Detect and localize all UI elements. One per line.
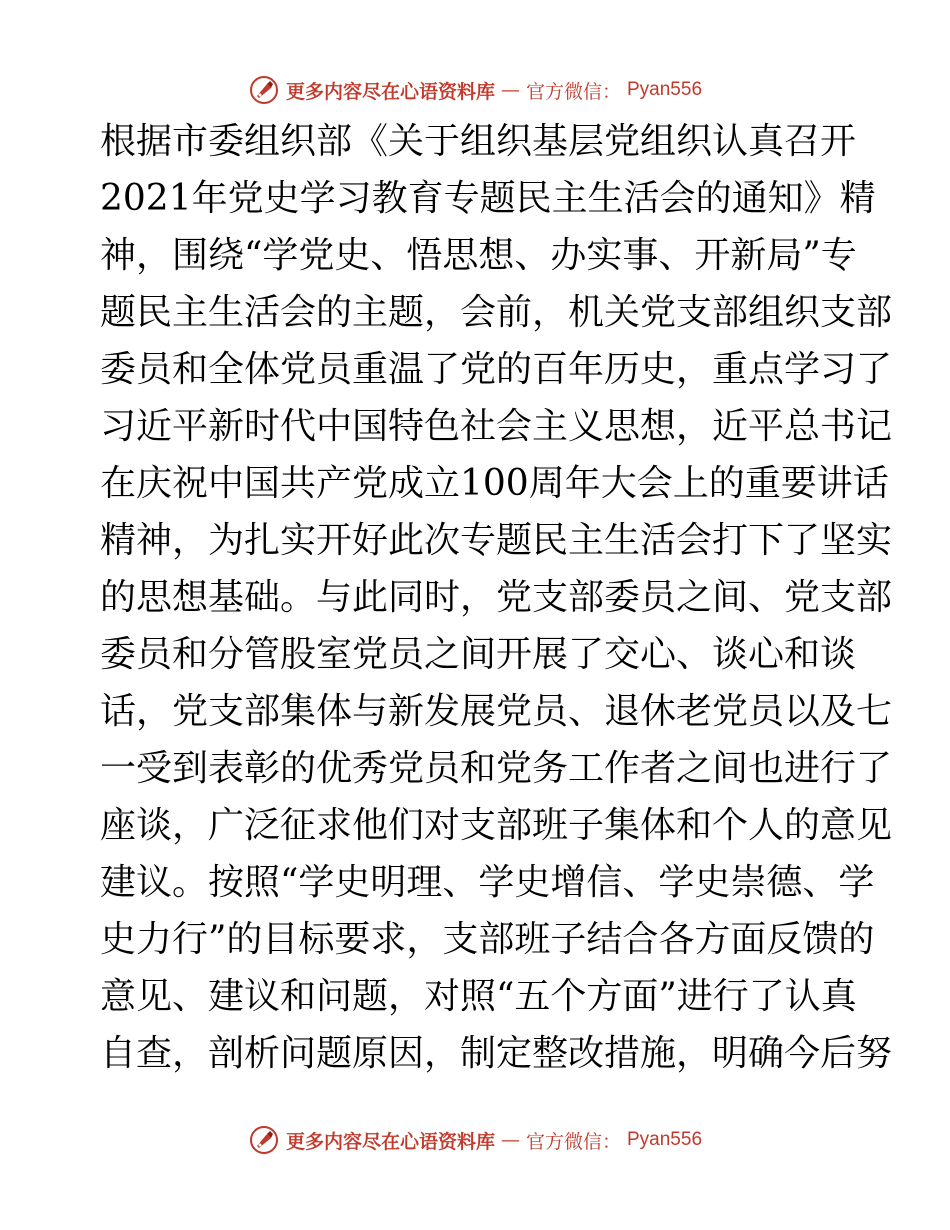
header-watermark [0, 70, 950, 110]
text-line: 史力行”的目标要求，支部班子结合各方面反馈的 [100, 919, 875, 960]
text-line: 座谈，广泛征求他们对支部班子集体和个人的意见 [100, 805, 893, 846]
text-line: 习近平新时代中国特色社会主义思想，近平总书记 [100, 406, 893, 447]
footer-watermark [0, 1120, 950, 1160]
text-line: 根据市委组织部《关于组织基层党组织认真召开 [100, 121, 857, 162]
text-line: 意见、建议和问题，对照“五个方面”进行了认真 [100, 976, 857, 1017]
text-line: 题民主生活会的主题，会前，机关党支部组织支部 [100, 292, 893, 333]
text-line: 精神，为扎实开好此次专题民主生活会打下了坚实 [100, 520, 893, 561]
watermark-separator: — [500, 1129, 520, 1151]
pen-nib-logo-icon [248, 1124, 280, 1156]
text-line: 2021年党史学习教育专题民主生活会的通知》精 [100, 178, 876, 219]
pen-nib-logo-icon [248, 74, 280, 106]
text-line: 的思想基础。与此同时，党支部委员之间、党支部 [100, 577, 893, 618]
watermark-text: 更多内容尽在心语资料库 [285, 1130, 495, 1153]
text-line: 在庆祝中国共产党成立100周年大会上的重要讲话 [100, 463, 889, 504]
text-line: 建议。按照“学史明理、学史增信、学史崇德、学 [100, 862, 875, 903]
text-line: 自查，剖析问题原因，制定整改措施，明确今后努 [100, 1033, 893, 1074]
watermark-wechat-label: 官方微信： [525, 1130, 621, 1153]
watermark-wechat-id: Pyan556 [627, 79, 703, 100]
text-line: 神，围绕“学党史、悟思想、办实事、开新局”专 [100, 235, 857, 276]
watermark-wechat-label: 官方微信： [525, 80, 621, 103]
watermark-separator: — [500, 79, 520, 101]
text-line: 委员和分管股室党员之间开展了交心、谈心和谈 [100, 634, 857, 675]
text-line: 话，党支部集体与新发展党员、退休老党员以及七 [100, 691, 893, 732]
text-line: 委员和全体党员重温了党的百年历史，重点学习了 [100, 349, 893, 390]
watermark-text: 更多内容尽在心语资料库 [285, 80, 495, 103]
watermark-wechat-id: Pyan556 [627, 1129, 703, 1150]
text-line: 一受到表彰的优秀党员和党务工作者之间也进行了 [100, 748, 893, 789]
